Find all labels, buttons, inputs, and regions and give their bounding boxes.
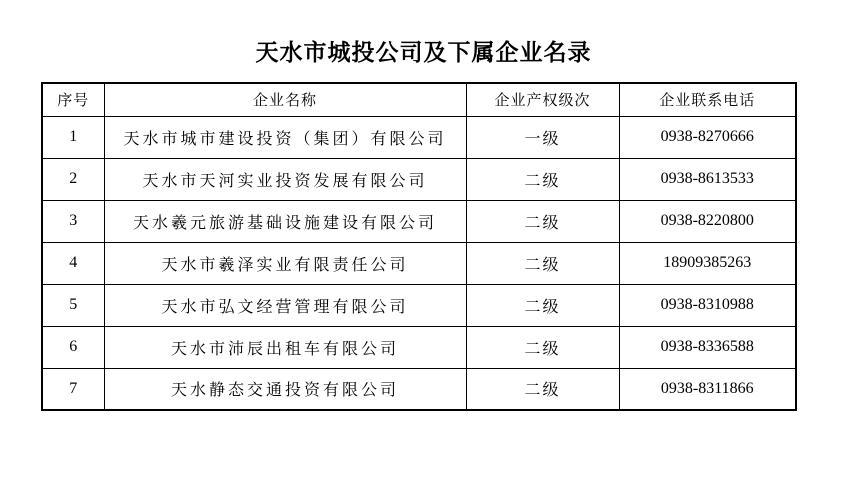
- table-row: [42, 368, 796, 410]
- enterprise-table: [41, 82, 797, 411]
- cell-property-level: 二级: [466, 200, 619, 242]
- cell-enterprise-name: 天水市弘文经营管理有限公司: [104, 284, 466, 326]
- cell-property-level: 二级: [466, 326, 619, 368]
- cell-property-level: 二级: [466, 158, 619, 200]
- header-contact-phone: 企业联系电话: [619, 83, 796, 116]
- cell-serial-number: 5: [42, 284, 104, 326]
- cell-contact-phone: 0938-8336588: [619, 326, 796, 368]
- table-header-row: [42, 83, 796, 116]
- cell-property-level: 二级: [466, 368, 619, 410]
- cell-serial-number: 4: [42, 242, 104, 284]
- table-row: [42, 284, 796, 326]
- cell-contact-phone: 0938-8613533: [619, 158, 796, 200]
- header-serial-number: 序号: [42, 83, 104, 116]
- cell-enterprise-name: 天水羲元旅游基础设施建设有限公司: [104, 200, 466, 242]
- page-title: 天水市城投公司及下属企业名录: [255, 40, 592, 65]
- cell-serial-number: 6: [42, 326, 104, 368]
- table-row: [42, 242, 796, 284]
- cell-serial-number: 1: [42, 116, 104, 158]
- table-row: [42, 200, 796, 242]
- cell-property-level: 二级: [466, 284, 619, 326]
- header-enterprise-name: 企业名称: [104, 83, 466, 116]
- cell-contact-phone: 0938-8311866: [619, 368, 796, 410]
- cell-contact-phone: 0938-8310988: [619, 284, 796, 326]
- cell-enterprise-name: 天水静态交通投资有限公司: [104, 368, 466, 410]
- cell-serial-number: 3: [42, 200, 104, 242]
- cell-property-level: 二级: [466, 242, 619, 284]
- cell-property-level: 一级: [466, 116, 619, 158]
- table-row: [42, 158, 796, 200]
- cell-contact-phone: 0938-8220800: [619, 200, 796, 242]
- header-property-level: 企业产权级次: [466, 83, 619, 116]
- cell-enterprise-name: 天水市羲泽实业有限责任公司: [104, 242, 466, 284]
- cell-enterprise-name: 天水市沛辰出租车有限公司: [104, 326, 466, 368]
- cell-contact-phone: 18909385263: [619, 242, 796, 284]
- cell-contact-phone: 0938-8270666: [619, 116, 796, 158]
- cell-enterprise-name: 天水市天河实业投资发展有限公司: [104, 158, 466, 200]
- cell-serial-number: 7: [42, 368, 104, 410]
- table-row: [42, 116, 796, 158]
- table-row: [42, 326, 796, 368]
- table-body: [42, 116, 796, 410]
- cell-serial-number: 2: [42, 158, 104, 200]
- cell-enterprise-name: 天水市城市建设投资（集团）有限公司: [104, 116, 466, 158]
